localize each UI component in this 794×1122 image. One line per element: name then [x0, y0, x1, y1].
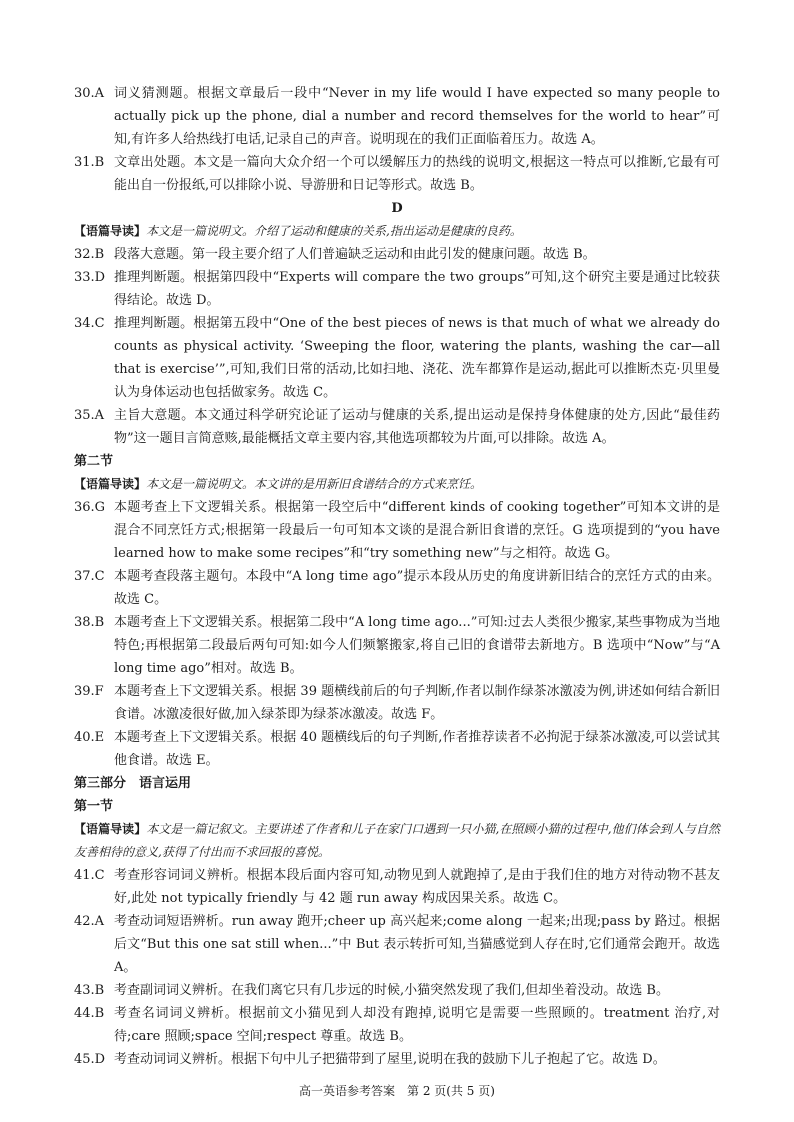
answer-explanation: 本题考查上下文逻辑关系。根据 39 题横线前后的句子判断,作者以制作绿茶冰激凌为例,讲述如何结合新旧食谱。冰激凌很好做,加入绿茶即为绿茶冰激凌。故选 F。 — [114, 684, 720, 722]
answer-item — [74, 496, 720, 565]
answer-explanation: 段落大意题。第一段主要介绍了人们普遍缺乏运动和由此引发的健康问题。故选 B。 — [114, 247, 596, 262]
reading-guide-tag: 【语篇导读】 — [74, 477, 147, 491]
answer-number: 44.B — [74, 1006, 105, 1021]
reading-guide-tag: 【语篇导读】 — [74, 224, 147, 238]
items-group-a — [74, 82, 720, 197]
answer-explanation: 推理判断题。根据第四段中“Experts will compare the two groups”可知,这个研究主要是通过比较获得结论。故选 D。 — [114, 270, 720, 308]
answer-explanation: 词义猜测题。根据文章最后一段中“Never in my life would I have expected so many people to actually pick up the phone, dial a number and record themselves for the world to hear”可知,有许多人给热线打电话,记录自己的声音。说明现在的我们正面临着压力。故选 A。 — [114, 86, 720, 147]
answer-item — [74, 404, 720, 450]
items-group-d — [74, 864, 720, 1071]
answer-item — [74, 910, 720, 979]
answer-explanation: 本题考查上下文逻辑关系。根据第一段空后中“different kinds of cooking together”可知本文讲的是混合不同烹饪方式;根据第一段最后一句可知本文谈的是混合新旧食谱的烹饪。G 选项提到的“you have learned how to make some recipes”和“try something new”与之相符。故选 G。 — [114, 500, 720, 561]
reading-guide — [74, 473, 720, 496]
answer-item — [74, 979, 720, 1002]
answer-explanation: 考查动词词义辨析。根据下句中儿子把猫带到了屋里,说明在我的鼓励下儿子抱起了它。故选 D。 — [114, 1052, 666, 1067]
answer-explanation: 主旨大意题。本文通过科学研究论证了运动与健康的关系,提出运动是保持身体健康的处方,因此“最佳药物”这一题目言简意赅,最能概括文章主要内容,其他选项都较为片面,可以排除。故选 A。 — [114, 408, 720, 446]
items-group-b — [74, 243, 720, 450]
answer-item — [74, 680, 720, 726]
answer-number: 43.B — [74, 983, 105, 998]
answer-number: 34.C — [74, 316, 105, 331]
answer-number: 39.F — [74, 684, 104, 699]
answer-number: 37.C — [74, 569, 105, 584]
section-heading: 第二节 — [74, 454, 114, 469]
answer-number: 32.B — [74, 247, 105, 262]
answer-number: 45.D — [74, 1052, 106, 1067]
answer-number: 40.E — [74, 730, 105, 745]
answer-number: 42.A — [74, 914, 105, 929]
answer-number: 35.A — [74, 408, 105, 423]
answer-explanation: 文章出处题。本文是一篇向大众介绍一个可以缓解压力的热线的说明文,根据这一特点可以推断,它最有可能出自一份报纸,可以排除小说、导游册和日记等形式。故选 B。 — [114, 155, 720, 193]
answer-item — [74, 312, 720, 404]
part-heading: 第三部分 语言运用 — [74, 776, 192, 791]
answer-item — [74, 1002, 720, 1048]
answer-number: 36.G — [74, 500, 106, 515]
reading-guide — [74, 220, 720, 243]
answer-item — [74, 151, 720, 197]
reading-guide-text: 本文是一篇说明文。本文讲的是用新旧食谱结合的方式来烹饪。 — [146, 477, 483, 491]
answer-item — [74, 726, 720, 772]
answer-item — [74, 243, 720, 266]
answer-item — [74, 565, 720, 611]
answer-explanation: 本题考查段落主题句。本段中“A long time ago”提示本段从历史的角度讲新旧结合的烹饪方式的由来。故选 C。 — [114, 569, 720, 607]
answer-number: 31.B — [74, 155, 105, 170]
answer-explanation: 本题考查上下文逻辑关系。根据 40 题横线后的句子判断,作者推荐读者不必拘泥于绿茶冰激凌,可以尝试其他食谱。故选 E。 — [114, 730, 720, 768]
answer-explanation: 考查动词短语辨析。run away 跑开;cheer up 高兴起来;come along 一起来;出现;pass by 路过。根据后文“But this one sat still when...”中 But 表示转折可知,当猫感觉到人存在时,它们通常会跑开。故选 A。 — [114, 914, 720, 975]
answer-item — [74, 1048, 720, 1071]
answer-explanation: 本题考查上下文逻辑关系。根据第二段中“A long time ago...”可知:过去人类很少搬家,某些事物成为当地特色;再根据第二段最后两句可知:如今人们频繁搬家,将自己旧的食谱带去新地方。B 选项中“Now”与“A long time ago”相对。故选 B。 — [114, 615, 720, 676]
items-group-c — [74, 496, 720, 772]
section-heading: 第一节 — [74, 799, 114, 814]
answer-explanation: 考查名词词义辨析。根据前文小猫见到人却没有跑掉,说明它是需要一些照顾的。treatment 治疗,对待;care 照顾;space 空间;respect 尊重。故选 B。 — [114, 1006, 720, 1044]
answer-explanation: 考查形容词词义辨析。根据本段后面内容可知,动物见到人就跑掉了,是由于我们住的地方对待动物不甚友好,此处 not typically friendly 与 42 题 run away 构成因果关系。故选 C。 — [114, 868, 720, 906]
answer-number: 30.A — [74, 86, 105, 101]
answer-item — [74, 82, 720, 151]
answer-number: 38.B — [74, 615, 105, 630]
answer-explanation: 推理判断题。根据第五段中“One of the best pieces of news is that much of what we already do counts as physical activity. ‘Sweeping the floor, watering the plants, washing the car—all that is exercise’”,可知,我们日常的活动,比如扫地、浇花、洗车都算作是运动,据此可以推断杰克·贝里曼认为身体运动也包括做家务。故选 C。 — [114, 316, 720, 400]
reading-guide-text: 本文是一篇记叙文。主要讲述了作者和儿子在家门口遇到一只小猫,在照顾小猫的过程中,他们体会到人与自然友善相待的意义,获得了付出而不求回报的喜悦。 — [74, 822, 720, 859]
answer-number: 41.C — [74, 868, 105, 883]
reading-guide-tag: 【语篇导读】 — [74, 822, 147, 836]
answer-explanation: 考查副词词义辨析。在我们离它只有几步远的时候,小猫突然发现了我们,但却坐着没动。故选 B。 — [114, 983, 669, 998]
answer-item — [74, 611, 720, 680]
section-letter-d: D — [391, 201, 403, 216]
answer-number: 33.D — [74, 270, 106, 285]
reading-guide-text: 本文是一篇说明文。介绍了运动和健康的关系,指出运动是健康的良药。 — [146, 224, 522, 238]
answer-key-page — [74, 82, 720, 1071]
page-footer: 高一英语参考答案 第 2 页(共 5 页) — [299, 1084, 495, 1098]
answer-item — [74, 266, 720, 312]
answer-item — [74, 864, 720, 910]
reading-guide — [74, 818, 720, 864]
